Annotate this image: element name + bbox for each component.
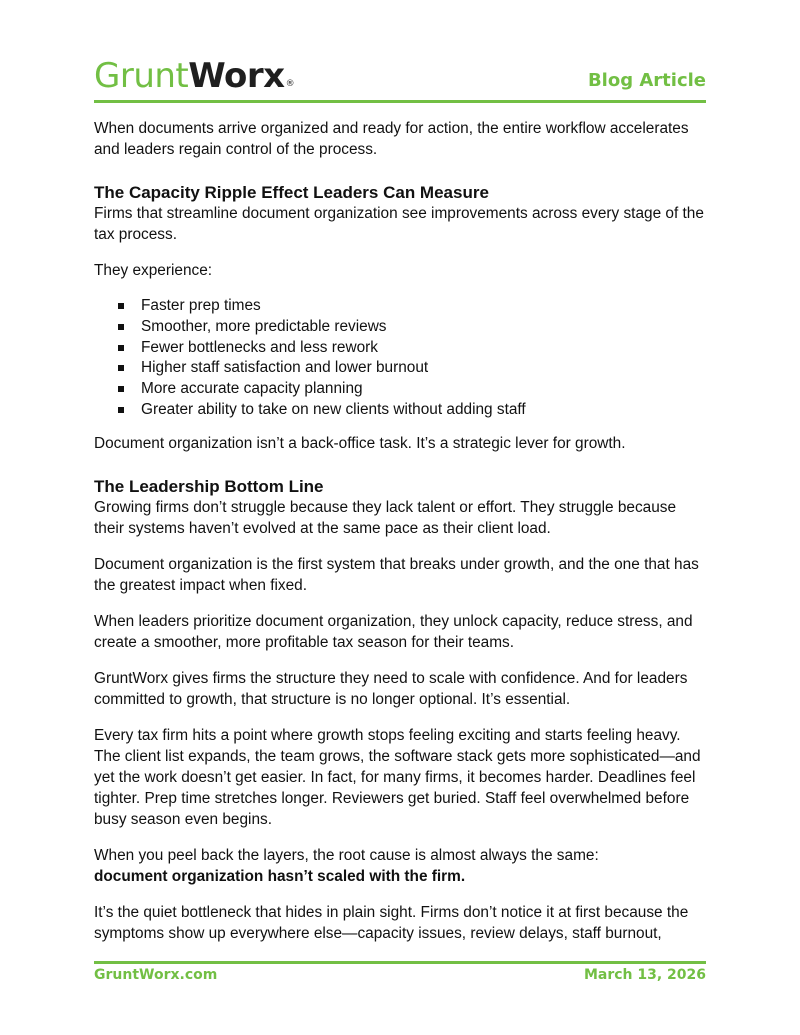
emphasis-text: document organization hasn’t scaled with the firm. <box>94 867 466 885</box>
paragraph: When leaders prioritize document organization, they unlock capacity, reduce stress, and create a smoother, more profitable tax season for their teams. <box>94 612 693 651</box>
page-header <box>94 54 706 100</box>
list-item <box>118 379 706 400</box>
list-item-text: Smoother, more predictable reviews <box>141 317 387 335</box>
document-type-label: Blog Article <box>587 70 706 91</box>
logo-worx-text: Worx <box>188 56 285 96</box>
header-divider <box>94 100 706 103</box>
article-body <box>94 118 706 959</box>
paragraph: GruntWorx gives firms the structure they need to scale with confidence. And for leaders committed to growth, that structure is no longer optional. It’s essential. <box>94 669 688 708</box>
list-item-text: Higher staff satisfaction and lower burnout <box>141 359 429 377</box>
footer-website: GruntWorx.com <box>94 967 218 983</box>
list-item-text: Faster prep times <box>141 297 261 314</box>
paragraph-text: When you peel back the layers, the root cause is almost always the same: <box>94 846 599 864</box>
list-item <box>118 400 706 421</box>
paragraph: Document organization is the first system that breaks under growth, and the one that has the greatest impact when fixed. <box>94 555 699 594</box>
bullet-square-icon <box>118 386 124 392</box>
list-item <box>118 296 706 317</box>
list-item <box>118 317 706 338</box>
bullet-square-icon <box>118 407 124 413</box>
list-item-text: More accurate capacity planning <box>141 380 363 398</box>
bullet-square-icon <box>118 303 124 309</box>
gruntworx-logo <box>94 54 293 98</box>
paragraph: Every tax firm hits a point where growth stops feeling exciting and starts feeling heavy. The client list expands, the team grows, the software stack gets more sophisticated—and yet the work doesn’t get easier. In fact, for many firms, it becomes harder. Deadlines feel tighter. Prep time stretches longer. Reviewers get buried. Staff feel overwhelmed before busy season even begins. <box>94 726 701 828</box>
paragraph: Growing firms don’t struggle because they lack talent or effort. They struggle because their systems haven’t evolved at the same pace as their client load. <box>94 498 677 537</box>
footer-date: March 13, 2026 <box>583 967 706 983</box>
section-heading-capacity: The Capacity Ripple Effect Leaders Can Measure <box>94 183 489 202</box>
bullet-square-icon <box>118 345 124 351</box>
bullet-square-icon <box>118 324 124 330</box>
paragraph: It’s the quiet bottleneck that hides in plain sight. Firms don’t notice it at first because the symptoms show up everywhere else—capacity issues, review delays, staff burnout, <box>94 903 689 942</box>
list-item-text: Fewer bottlenecks and less rework <box>141 338 378 356</box>
benefits-list <box>94 296 706 421</box>
list-item <box>118 358 706 379</box>
section-heading-bottom-line: The Leadership Bottom Line <box>94 476 324 496</box>
paragraph: Document organization isn’t a back-office task. It’s a strategic lever for growth. <box>94 434 626 452</box>
paragraph: They experience: <box>94 262 213 279</box>
registered-mark: ® <box>285 79 295 89</box>
footer-divider <box>94 961 706 964</box>
bullet-square-icon <box>118 365 124 371</box>
paragraph <box>94 845 706 887</box>
intro-paragraph: When documents arrive organized and ready for action, the entire workflow accelerates and leaders regain control of the process. <box>94 120 689 158</box>
list-item-text: Greater ability to take on new clients without adding staff <box>141 400 526 418</box>
paragraph: Firms that streamline document organization see improvements across every stage of the tax process. <box>94 205 704 243</box>
logo-grunt-text: Grunt <box>94 56 189 96</box>
list-item <box>118 338 706 359</box>
